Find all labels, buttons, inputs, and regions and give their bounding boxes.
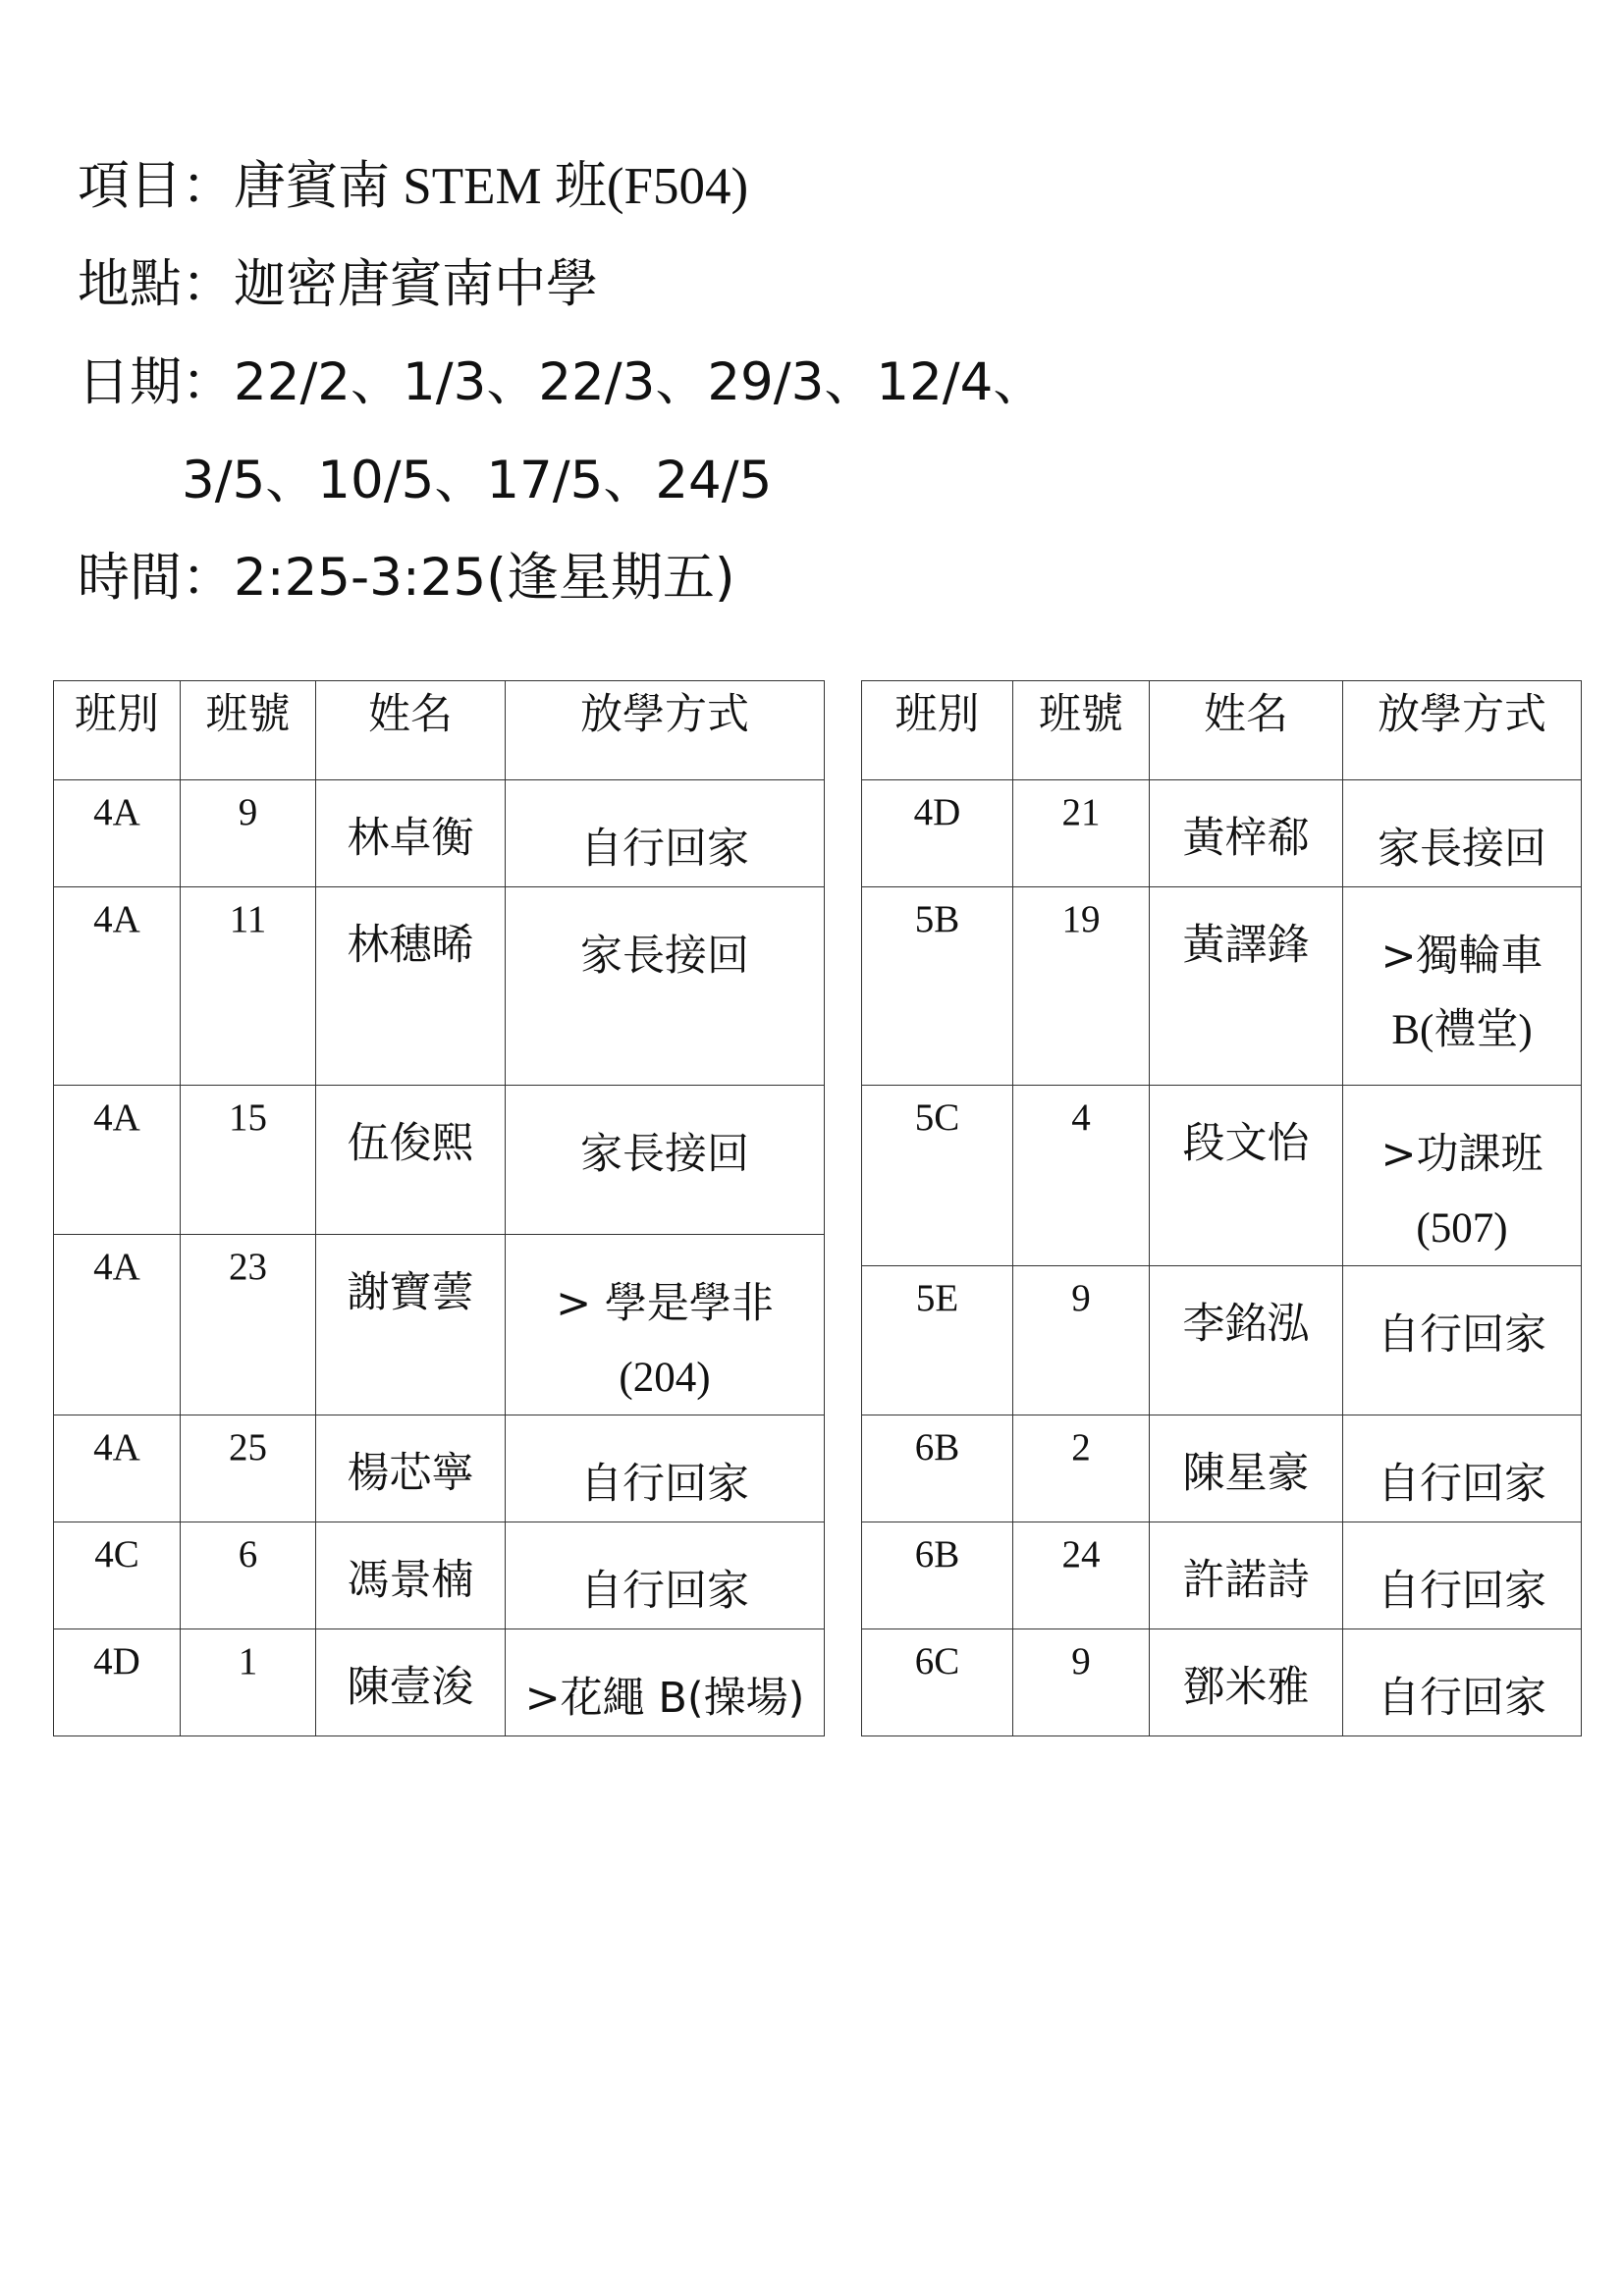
cell-name: 許諾詩 <box>1150 1522 1343 1629</box>
col-header-class: 班別 <box>54 681 181 780</box>
cell-method <box>1343 1522 1582 1629</box>
cell-number: 2 <box>1013 1415 1150 1522</box>
cell-name: 陳壹浚 <box>316 1629 506 1736</box>
cell-class: 4C <box>54 1522 181 1629</box>
cell-class: 5B <box>862 887 1013 1086</box>
cell-number: 9 <box>181 780 316 887</box>
method-text: 自行回家 <box>1378 1674 1546 1723</box>
cell-class: 4A <box>54 1235 181 1415</box>
cell-class: 4A <box>54 1415 181 1522</box>
place-line <box>78 254 598 314</box>
cell-number: 1 <box>181 1629 316 1736</box>
cell-method <box>506 1235 825 1415</box>
col-header-method: 放學方式 <box>506 681 825 780</box>
method-text-line-2: B(禮堂) <box>1391 1007 1533 1053</box>
col-header-class: 班別 <box>862 681 1013 780</box>
method-text: 自行回家 <box>1378 1460 1546 1509</box>
table-row <box>54 1522 825 1629</box>
table-row <box>862 1086 1582 1266</box>
table-row <box>54 1629 825 1736</box>
method-text: 家長接回 <box>580 1130 749 1179</box>
cell-name: 馮景楠 <box>316 1522 506 1629</box>
table-header-row <box>54 681 825 780</box>
table-row <box>862 780 1582 887</box>
cell-number: 24 <box>1013 1522 1150 1629</box>
cell-class: 5E <box>862 1266 1013 1415</box>
cell-method <box>506 1086 825 1235</box>
table-row <box>54 1086 825 1235</box>
cell-class: 6B <box>862 1415 1013 1522</box>
cell-name: 林卓衡 <box>316 780 506 887</box>
cell-class: 6C <box>862 1629 1013 1736</box>
col-header-number: 班號 <box>1013 681 1150 780</box>
method-text-line-2: (204) <box>619 1355 711 1401</box>
cell-method <box>1343 1629 1582 1736</box>
time-label: 時間： <box>78 548 234 608</box>
item-label: 項目： <box>78 156 234 216</box>
method-text: 自行回家 <box>580 825 749 874</box>
cell-name: 伍俊熙 <box>316 1086 506 1235</box>
table-row <box>54 887 825 1086</box>
method-text-line-2: (507) <box>1416 1205 1508 1252</box>
place-value: 迦密唐賓南中學 <box>234 254 598 314</box>
cell-number: 19 <box>1013 887 1150 1086</box>
cell-class: 6B <box>862 1522 1013 1629</box>
time-value: 2:25-3:25(逢星期五) <box>234 548 735 608</box>
col-header-number: 班號 <box>181 681 316 780</box>
cell-number: 9 <box>1013 1629 1150 1736</box>
method-text: >獨輪車 <box>1380 932 1543 981</box>
cell-class: 4A <box>54 887 181 1086</box>
cell-class: 4D <box>862 780 1013 887</box>
cell-number: 23 <box>181 1235 316 1415</box>
table-row <box>54 1415 825 1522</box>
date-label: 日期： <box>78 352 234 412</box>
cell-class: 4A <box>54 1086 181 1235</box>
cell-method <box>1343 780 1582 887</box>
table-row <box>862 1522 1582 1629</box>
cell-number: 21 <box>1013 780 1150 887</box>
cell-number: 25 <box>181 1415 316 1522</box>
method-text: >花繩 B(操場) <box>524 1674 805 1723</box>
cell-name: 段文怡 <box>1150 1086 1343 1266</box>
cell-method <box>506 780 825 887</box>
cell-name: 謝寶蕓 <box>316 1235 506 1415</box>
cell-class: 5C <box>862 1086 1013 1266</box>
item-name: 唐賓南 <box>234 156 390 216</box>
cell-name: 楊芯寧 <box>316 1415 506 1522</box>
cell-number: 11 <box>181 887 316 1086</box>
cell-method <box>506 1629 825 1736</box>
dates-line-1: 22/2、1/3、22/3、29/3、12/4、 <box>234 352 1046 412</box>
item-code: STEM 班(F504) <box>390 158 749 215</box>
table-row <box>862 887 1582 1086</box>
cell-name: 鄧米雅 <box>1150 1629 1343 1736</box>
cell-class: 4A <box>54 780 181 887</box>
method-text: >功課班 <box>1380 1130 1543 1179</box>
table-row <box>54 780 825 887</box>
cell-method <box>506 1522 825 1629</box>
cell-number: 15 <box>181 1086 316 1235</box>
table-header-row <box>862 681 1582 780</box>
method-text: 自行回家 <box>1378 1567 1546 1616</box>
col-header-name: 姓名 <box>316 681 506 780</box>
cell-name: 黃譯鋒 <box>1150 887 1343 1086</box>
cell-method <box>1343 887 1582 1086</box>
col-header-method: 放學方式 <box>1343 681 1582 780</box>
table-row <box>54 1235 825 1415</box>
roster-table-left <box>53 680 825 1736</box>
method-text: 自行回家 <box>580 1460 749 1509</box>
cell-class: 4D <box>54 1629 181 1736</box>
date-line-2 <box>182 451 773 510</box>
table-row <box>862 1629 1582 1736</box>
date-line <box>78 352 1046 412</box>
method-text: > 學是學非 <box>556 1279 774 1328</box>
roster-table-right <box>861 680 1582 1736</box>
method-text: 家長接回 <box>1378 825 1546 874</box>
method-text: 家長接回 <box>580 932 749 981</box>
cell-number: 6 <box>181 1522 316 1629</box>
col-header-name: 姓名 <box>1150 681 1343 780</box>
cell-method <box>1343 1415 1582 1522</box>
place-label: 地點： <box>78 254 234 314</box>
time-line <box>78 548 735 608</box>
cell-name: 林穗晞 <box>316 887 506 1086</box>
cell-name: 李銘泓 <box>1150 1266 1343 1415</box>
table-row <box>862 1415 1582 1522</box>
dates-line-2: 3/5、10/5、17/5、24/5 <box>182 451 773 510</box>
cell-name: 陳星豪 <box>1150 1415 1343 1522</box>
item-line <box>78 156 749 216</box>
cell-method <box>1343 1266 1582 1415</box>
method-text: 自行回家 <box>1378 1310 1546 1360</box>
cell-method <box>1343 1086 1582 1266</box>
cell-number: 4 <box>1013 1086 1150 1266</box>
cell-number: 9 <box>1013 1266 1150 1415</box>
cell-name: 黃梓郗 <box>1150 780 1343 887</box>
method-text: 自行回家 <box>580 1567 749 1616</box>
table-row <box>862 1266 1582 1415</box>
cell-method <box>506 1415 825 1522</box>
cell-method <box>506 887 825 1086</box>
